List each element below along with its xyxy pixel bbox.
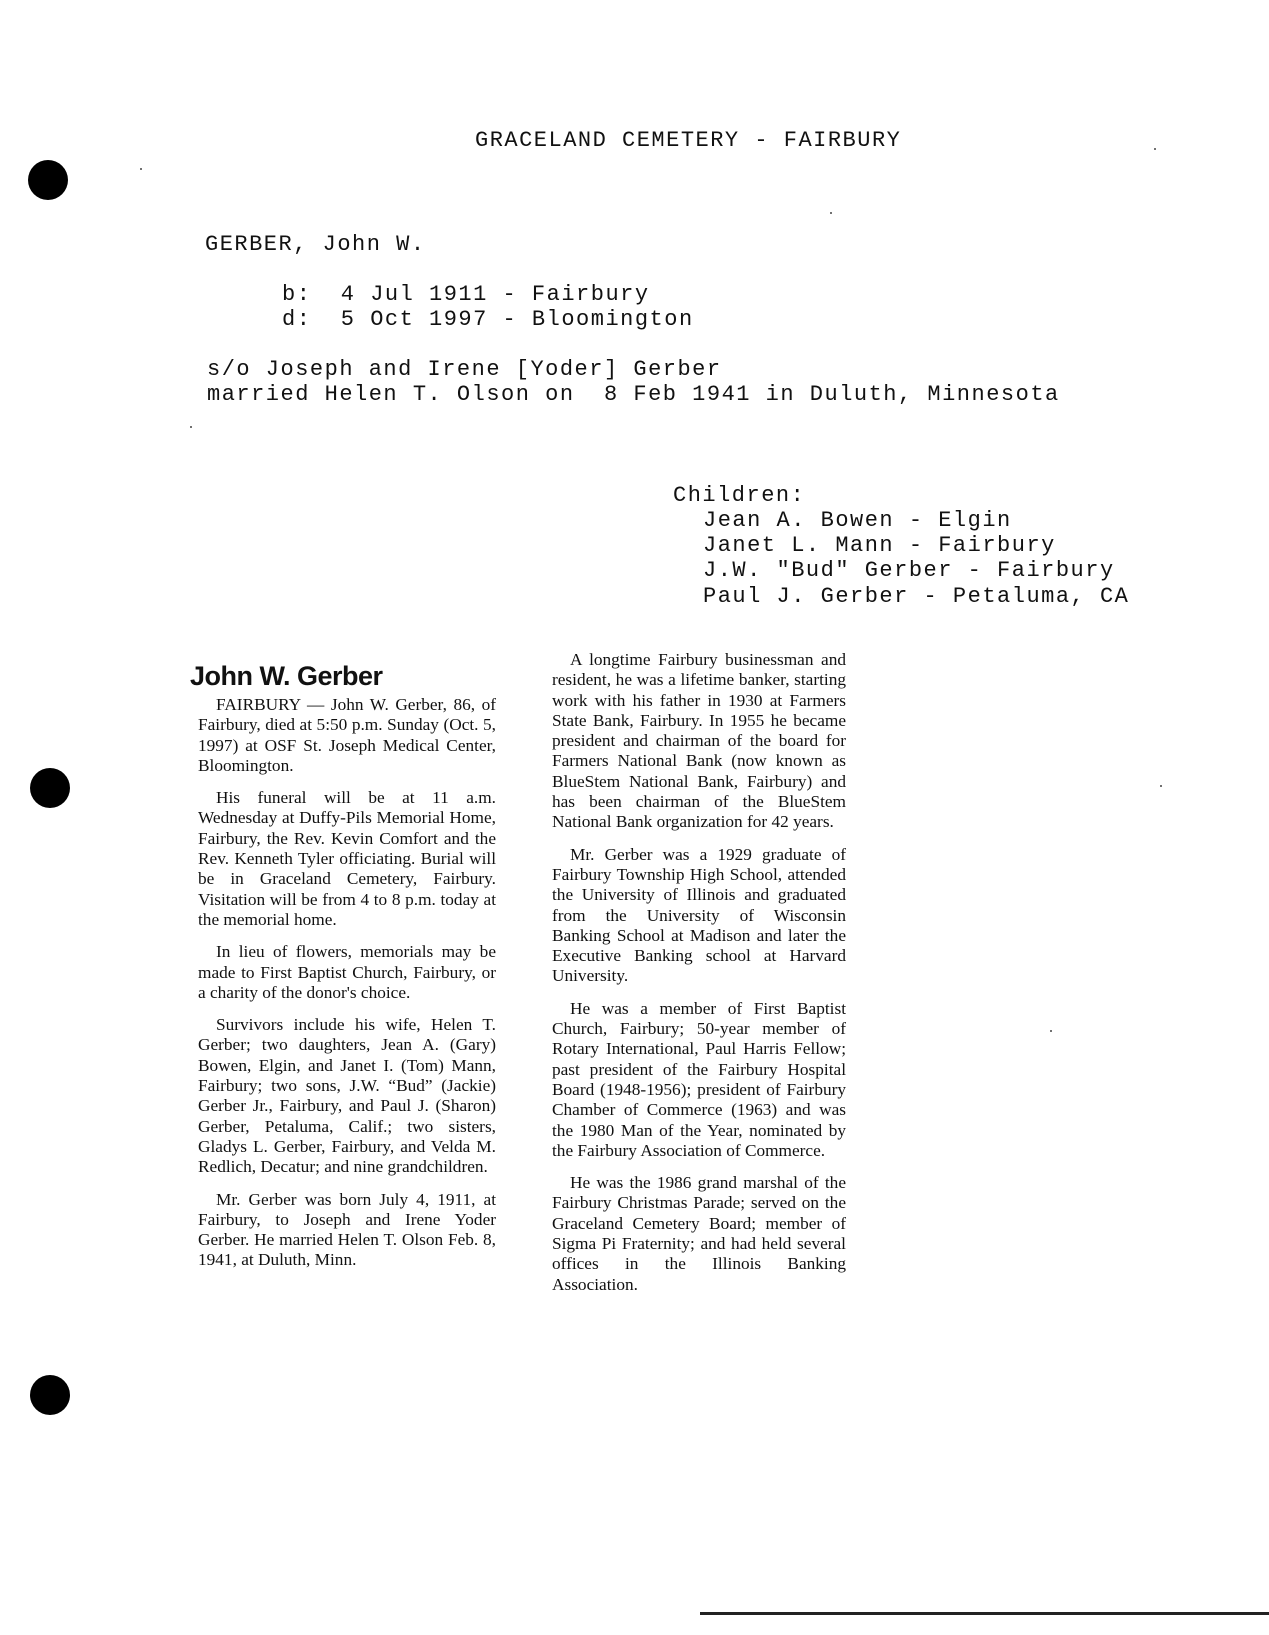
obituary-headline: John W. Gerber xyxy=(190,661,383,691)
parents-line: s/o Joseph and Irene [Yoder] Gerber xyxy=(207,357,722,382)
obituary-left-column xyxy=(198,695,496,1283)
scan-speck xyxy=(830,212,832,214)
scan-edge-line xyxy=(700,1612,1269,1615)
binder-hole-top xyxy=(28,160,68,200)
children-label: Children: xyxy=(673,483,806,508)
child-item: Jean A. Bowen - Elgin xyxy=(703,508,1012,533)
obituary-paragraph: Mr. Gerber was a 1929 graduate of Fairbury Township High School, attended the University of Illinois and graduated from the University of Wisconsin Banking School at Madison and later the Executive Banking school at Harvard University. xyxy=(552,844,846,986)
child-item: Janet L. Mann - Fairbury xyxy=(703,533,1056,558)
child-item: J.W. "Bud" Gerber - Fairbury xyxy=(703,558,1115,583)
obituary-paragraph: He was a member of First Baptist Church, Fairbury; 50-year member of Rotary International, Paul Harris Fellow; past president of the Fairbury Hospital Board (1948-1956); president of Fairbury Chamber of Commerce (1963) and was the 1980 Man of the Year, nominated by the Fairbury Association of Commerce. xyxy=(552,998,846,1160)
obituary-paragraph: His funeral will be at 11 a.m. Wednesday at Duffy-Pils Memorial Home, Fairbury, the Rev. Kevin Comfort and the Rev. Kenneth Tyler officiating. Burial will be in Graceland Cemetery, Fairbury. Visitation will be from 4 to 8 p.m. today at the memorial home. xyxy=(198,788,496,929)
obituary-right-column xyxy=(552,650,846,1307)
obituary-paragraph: A longtime Fairbury businessman and resident, he was a lifetime banker, starting work with his father in 1930 at Farmers State Bank, Fairbury. In 1955 he became president and chairman of the board for Farmers National Bank (now known as BlueStem National Bank, Fairbury) and has been chairman of the BlueStem National Bank organization for 42 years. xyxy=(552,650,846,832)
obituary-paragraph: Survivors include his wife, Helen T. Gerber; two daughters, Jean A. (Gary) Bowen, Elgin, and Janet I. (Tom) Mann, Fairbury; two sons, J.W. “Bud” (Jackie) Gerber Jr., Fairbury, and Paul J. (Sharon) Gerber, Petaluma, Calif.; two sisters, Gladys L. Gerber, Fairbury, and Velda M. Redlich, Decatur; and nine grandchildren. xyxy=(198,1015,496,1177)
scan-speck xyxy=(190,426,192,428)
scan-speck xyxy=(1050,1030,1052,1032)
obituary-paragraph: Mr. Gerber was born July 4, 1911, at Fairbury, to Joseph and Irene Yoder Gerber. He married Helen T. Olson Feb. 8, 1941, at Duluth, Minn. xyxy=(198,1189,496,1270)
obituary-paragraph: He was the 1986 grand marshal of the Fairbury Christmas Parade; served on the Graceland Cemetery Board; member of Sigma Pi Fraternity; and had held several offices in the Illinois Banking Association. xyxy=(552,1173,846,1294)
obituary-paragraph: FAIRBURY — John W. Gerber, 86, of Fairbury, died at 5:50 p.m. Sunday (Oct. 5, 1997) at OSF St. Joseph Medical Center, Bloomington. xyxy=(198,695,496,775)
page-title: GRACELAND CEMETERY - FAIRBURY xyxy=(475,128,902,153)
child-item: Paul J. Gerber - Petaluma, CA xyxy=(703,584,1130,609)
death-line: d: 5 Oct 1997 - Bloomington xyxy=(282,307,694,332)
record-name: GERBER, John W. xyxy=(205,232,426,257)
birth-line: b: 4 Jul 1911 - Fairbury xyxy=(282,282,650,307)
scan-speck xyxy=(140,168,142,170)
marriage-line: married Helen T. Olson on 8 Feb 1941 in Duluth, Minnesota xyxy=(207,382,1060,407)
scan-speck xyxy=(1154,148,1156,150)
binder-hole-middle xyxy=(30,768,70,808)
scan-speck xyxy=(1160,785,1162,787)
obituary-paragraph: In lieu of flowers, memorials may be made to First Baptist Church, Fairbury, or a charity of the donor's choice. xyxy=(198,942,496,1002)
binder-hole-bottom xyxy=(30,1375,70,1415)
